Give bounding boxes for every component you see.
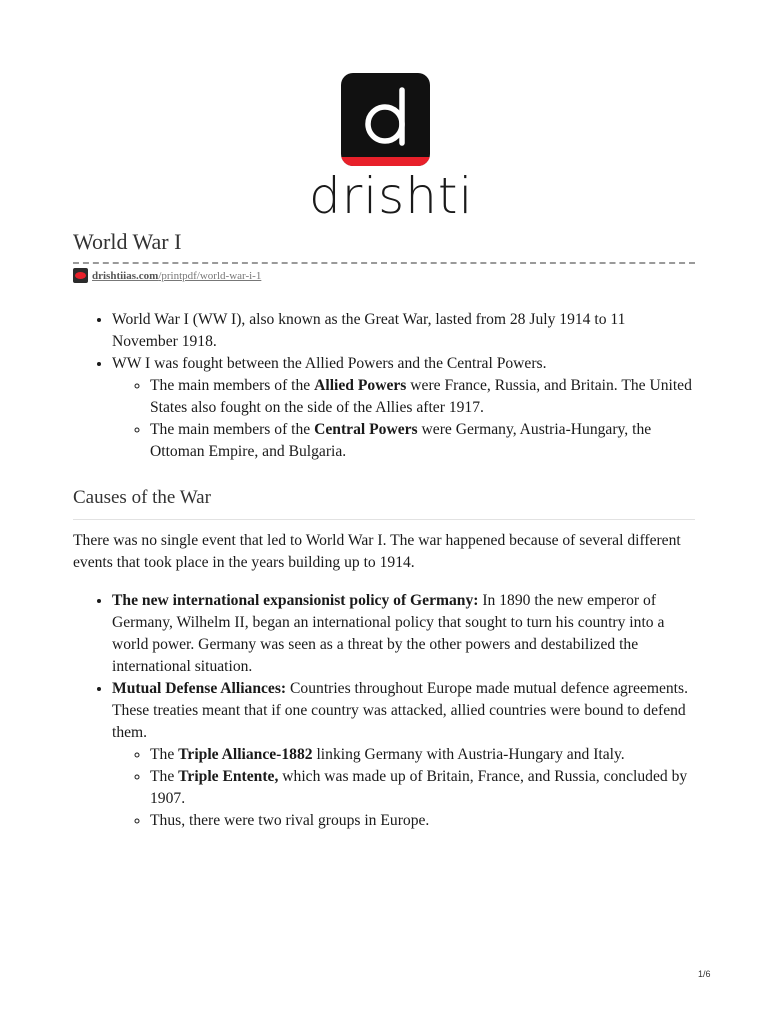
section-heading: Causes of the War <box>73 485 695 520</box>
causes-intro: There was no single event that led to World War I. The war happened because of several different events that took place in the years building up to 1914. <box>73 532 681 571</box>
causes-list <box>73 590 695 832</box>
intro-list <box>73 309 695 463</box>
list-item: ◦ Thus, there were two rival groups in Europe. <box>150 810 695 832</box>
list-item: ◦ The main members of the Allied Powers were France, Russia, and Britain. The United States also fought on the side of the Allies after 1917. <box>150 375 695 419</box>
list-item: ◦ The main members of the Central Powers were Germany, Austria-Hungary, the Ottoman Empire, and Bulgaria. <box>150 419 695 463</box>
site-favicon-icon <box>73 268 88 283</box>
source-line <box>73 268 261 283</box>
list-item: • Mutual Defense Alliances: Countries throughout Europe made mutual defence agreements. These treaties meant that if one country was attacked, allied countries were bound to defend them. ◦ The Triple Alliance-1882 linking Germany with Austria-Hungary and Italy. ◦ The Triple Entente, which was made up of Britain, France, and Russia, concluded by 1907. ◦ Thus, there were two rival groups in Europe. <box>112 678 695 832</box>
alliances-list <box>112 744 695 832</box>
article-body <box>73 309 695 832</box>
brand-name: drishti <box>309 167 474 225</box>
list-item: • World War I (WW I), also known as the Great War, lasted from 28 July 1914 to 11 November 1918. <box>112 309 695 353</box>
list-item: • WW I was fought between the Allied Powers and the Central Powers. ◦ The main members of the Allied Powers were France, Russia, and Britain. The United States also fought on the side of the Allies after 1917. ◦ The main members of the Central Powers were Germany, Austria-Hungary, the Ottoman Empire, and Bulgaria. <box>112 353 695 463</box>
title-divider <box>73 262 695 264</box>
list-item: ◦ The Triple Entente, which was made up of Britain, France, and Russia, concluded by 1907. <box>150 766 695 810</box>
d-letter-icon <box>341 73 430 166</box>
logo-red-stripe <box>341 157 430 166</box>
list-item: • The new international expansionist policy of Germany: In 1890 the new emperor of Germany, Wilhelm II, began an international policy that sought to turn his country into a world power. Germany was seen as a threat by the other powers and destabilized the international situation. <box>112 590 695 678</box>
powers-list <box>112 375 695 463</box>
list-item: ◦ The Triple Alliance-1882 linking Germany with Austria-Hungary and Italy. <box>150 744 695 766</box>
source-link[interactable]: drishtiias.com/printpdf/world-war-i-1 <box>92 269 262 282</box>
page-title: World War I <box>73 229 182 254</box>
drishti-logo <box>341 73 430 166</box>
page-number: 1/6 <box>698 969 711 979</box>
